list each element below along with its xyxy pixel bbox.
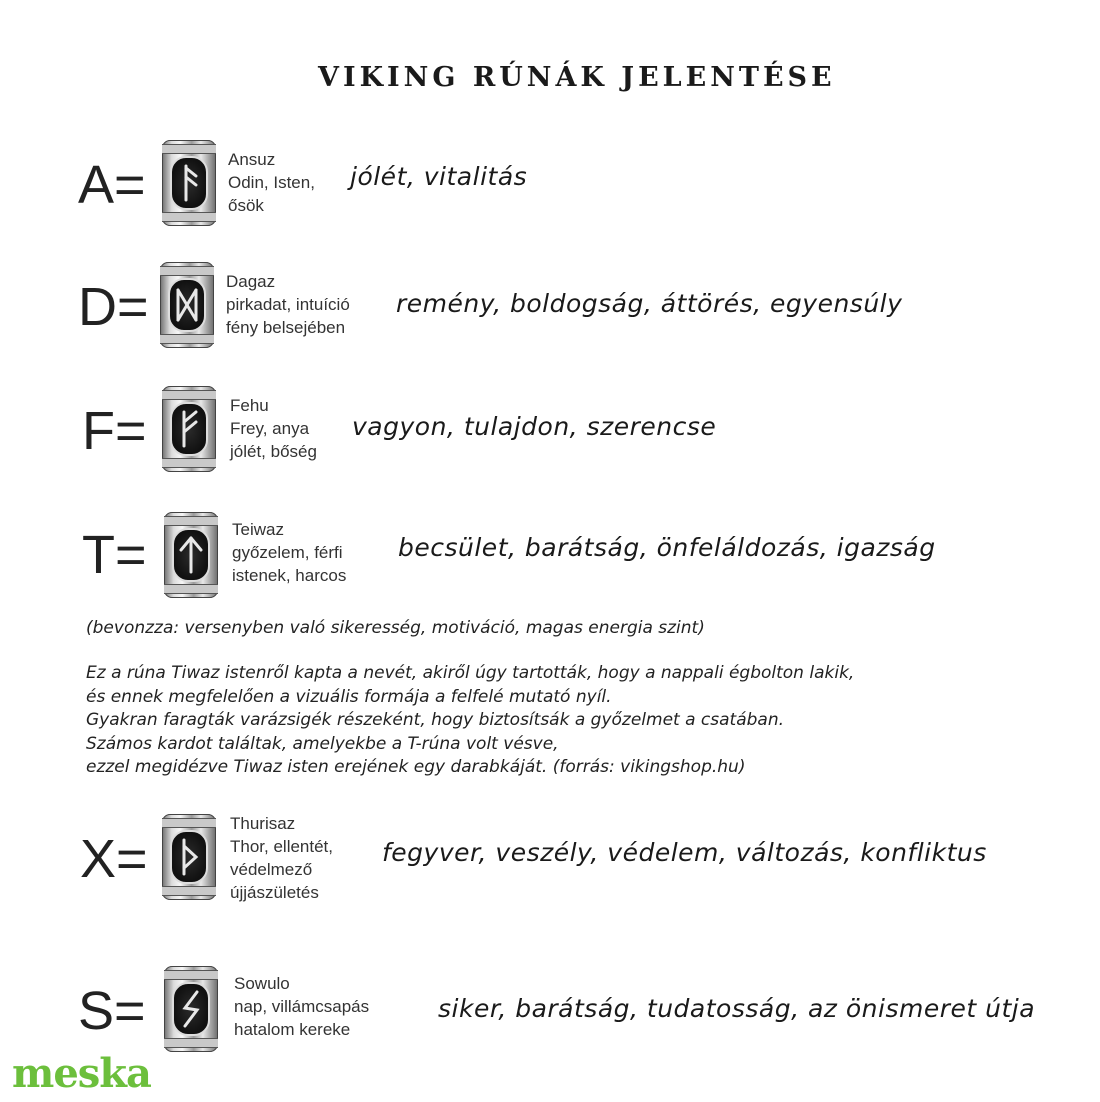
paragraph-line: Gyakran faragták varázsigék részeként, hogy biztosítsák a győzelmet a csatában.	[86, 710, 785, 730]
rune-letter: D=	[78, 277, 149, 337]
rune-row-sowulo	[0, 960, 1100, 1080]
rune-row-ansuz	[0, 130, 1100, 250]
rune-info: Dagaz pirkadat, intuíció fény belsejében	[226, 272, 350, 337]
rune-letter: S=	[78, 981, 146, 1041]
rune-meaning: vagyon, tulajdon, szerencse	[352, 412, 717, 441]
page-title: VIKING RÚNÁK JELENTÉSE	[318, 62, 836, 93]
rune-info: Teiwaz győzelem, férfi istenek, harcos	[232, 520, 347, 585]
rune-meaning: siker, barátság, tudatosság, az önismeret útja	[438, 994, 1036, 1023]
teiwaz-rune-icon	[164, 512, 218, 598]
paragraph-line: Számos kardot találtak, amelyekbe a T-rúna volt vésve,	[86, 733, 559, 754]
rune-meaning: becsület, barátság, önfeláldozás, igazság	[398, 533, 936, 562]
rune-info: Sowulo nap, villámcsapás hatalom kereke	[234, 974, 370, 1039]
paragraph-line: és ennek megfelelően a vizuális formája a felfelé mutató nyíl.	[86, 686, 612, 707]
rune-meaning: jólét, vitalitás	[350, 162, 528, 191]
tiwaz-description	[86, 662, 854, 780]
rune-letter: F=	[82, 401, 147, 461]
rune-letter: T=	[82, 525, 147, 585]
rune-info: Fehu Frey, anya jólét, bőség	[230, 396, 317, 461]
ansuz-rune-icon	[162, 140, 216, 226]
paragraph-line: Ez a rúna Tiwaz istenről kapta a nevét, akiről úgy tartották, hogy a nappali égbolton lakik,	[86, 663, 855, 683]
rune-row-thurisaz	[0, 806, 1100, 926]
meska-logo[interactable]: meska	[12, 1050, 151, 1097]
rune-info: Ansuz Odin, Isten, ősök	[228, 150, 315, 215]
fehu-rune-icon	[162, 386, 216, 472]
sowulo-rune-icon	[164, 966, 218, 1052]
paragraph-line: ezzel megidézve Tiwaz isten erejének egy darabkáját. (forrás: vikingshop.hu)	[86, 757, 746, 777]
rune-letter: A=	[78, 155, 146, 215]
rune-row-fehu	[0, 376, 1100, 496]
thurisaz-rune-icon	[162, 814, 216, 900]
rune-row-teiwaz	[0, 502, 1100, 622]
attraction-note: (bevonzza: versenyben való sikeresség, motiváció, magas energia szint)	[86, 618, 705, 638]
rune-meaning: fegyver, veszély, védelem, változás, konfliktus	[382, 838, 987, 867]
rune-meaning: remény, boldogság, áttörés, egyensúly	[396, 289, 903, 318]
rune-letter: X=	[80, 829, 148, 889]
rune-info: Thurisaz Thor, ellentét, védelmező újjászületés	[230, 814, 334, 902]
rune-row-dagaz	[0, 252, 1100, 372]
dagaz-rune-icon	[160, 262, 214, 348]
